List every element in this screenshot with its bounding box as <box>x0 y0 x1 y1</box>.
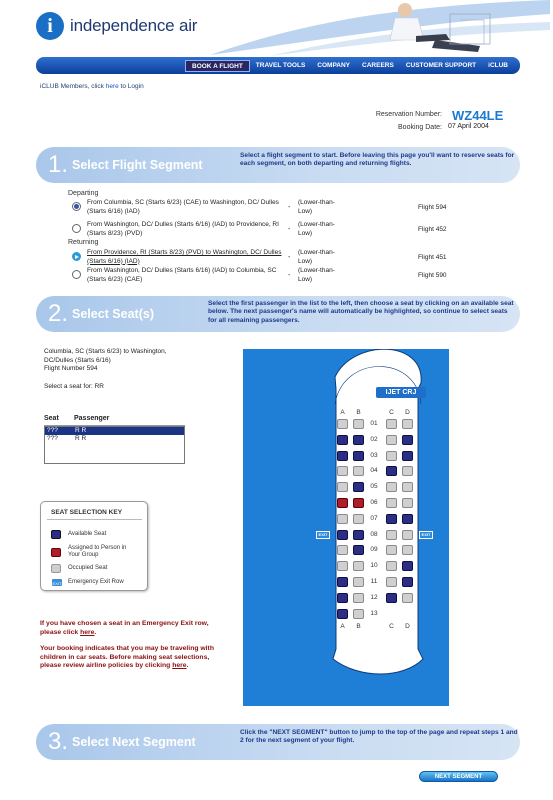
seat-column-a-bottom: A <box>340 623 345 630</box>
seat-09a <box>337 545 348 555</box>
seat-key-title: SEAT SELECTION KEY <box>51 509 123 516</box>
segment-fare-4: (Lower-than-Low) <box>298 267 335 283</box>
step1-title: Select Flight Segment <box>72 158 203 172</box>
passenger-list[interactable] <box>44 426 185 464</box>
key-available <box>51 530 106 539</box>
booking-date: 07 April 2004 <box>448 123 489 130</box>
seat-row-number: 11 <box>370 578 378 585</box>
seat-row-number: 07 <box>370 514 378 522</box>
seat-03b[interactable] <box>353 451 364 461</box>
children-note <box>40 645 230 671</box>
segment-fare-1: (Lower-than-Low) <box>298 199 335 215</box>
segment-route-4: From Washington, DC/ Dulles (Starts 6/16) (IAD) to Columbia, SC (Starts 6/23) (CAE) <box>87 267 277 283</box>
seat-07a <box>337 514 348 524</box>
passenger-table-header <box>44 415 185 426</box>
logo-mark[interactable]: i <box>36 12 64 40</box>
seat-01d <box>402 419 413 429</box>
step1-number: 1. <box>48 151 69 178</box>
nav-careers[interactable]: CAREERS <box>362 61 394 69</box>
seat-07c[interactable] <box>386 514 397 524</box>
seat-column-d-bottom: D <box>405 623 410 630</box>
seat-09d <box>402 545 413 555</box>
seat-13a[interactable] <box>337 609 348 619</box>
seat-06b <box>353 498 364 508</box>
seat-10b <box>353 561 364 571</box>
segment-radio-1[interactable] <box>72 202 81 211</box>
exit-row-badge-icon: EXIT <box>51 578 63 587</box>
segment-route-1: From Columbia, SC (Starts 6/23) (CAE) to Washington, DC/ Dulles (Starts 6/16) (IAD) <box>87 199 279 215</box>
seat-03d[interactable] <box>402 451 413 461</box>
seat-row-number: 06 <box>370 499 378 506</box>
next-segment-button[interactable]: NEXT SEGMENT <box>419 771 498 782</box>
nav-company[interactable]: COMPANY <box>317 61 351 69</box>
booking-date-label: Booking Date: <box>398 124 442 131</box>
seat-row-number: 03 <box>370 451 378 459</box>
select-seat-for-label: Select a seat for: RR <box>44 383 104 390</box>
aircraft-type-badge: IJET CRJ <box>376 387 426 398</box>
seat-column-d-top: D <box>405 409 410 416</box>
seat-07d[interactable] <box>402 514 413 524</box>
segment-fare-2: (Lower-than-Low) <box>298 221 335 237</box>
seat-row-number: 12 <box>370 593 378 601</box>
segment-selected-arrow-icon[interactable] <box>72 252 81 261</box>
segment-radio-2[interactable] <box>72 224 81 233</box>
seat-selection-key <box>40 501 148 591</box>
key-occupied-label: Occupied Seat <box>68 565 108 571</box>
occupied-seat-swatch <box>51 564 61 573</box>
reservation-number-label: Reservation Number: <box>375 111 442 118</box>
exit-note-end: . <box>94 628 97 636</box>
assigned-seat-swatch <box>51 548 61 557</box>
nav-iclub[interactable]: iCLUB <box>488 61 508 69</box>
seat-row-number: 04 <box>370 467 378 475</box>
segment-row-1[interactable] <box>72 199 553 221</box>
seat-key-divider <box>47 519 142 520</box>
segment-fare-3: (Lower-than-Low) <box>298 249 335 265</box>
seat-04c[interactable] <box>386 466 397 476</box>
reservation-number: WZ44LE <box>452 108 504 123</box>
seat-07b <box>353 514 364 524</box>
current-flight-number: Flight Number 594 <box>44 365 98 372</box>
seat-column-c-top: C <box>389 409 394 416</box>
exit-note-link[interactable]: here <box>80 628 95 636</box>
exit-note-text: If you have chosen a seat in an Emergency Exit row, please click <box>40 620 209 636</box>
seat-05b[interactable] <box>353 482 364 492</box>
seat-column-a-top: A <box>340 409 345 416</box>
seat-11b <box>353 577 364 587</box>
seat-02b[interactable] <box>353 435 364 445</box>
seat-12d <box>402 593 413 603</box>
seat-03a[interactable] <box>337 451 348 461</box>
current-route-line1: Columbia, SC (Starts 6/23) to Washington, <box>44 348 167 355</box>
current-segment-info <box>44 348 214 374</box>
step3-number: 3. <box>48 728 69 755</box>
seat-02a[interactable] <box>337 435 348 445</box>
seat-row-number: 08 <box>370 530 378 538</box>
seat-06a <box>337 498 348 508</box>
seat-08a[interactable] <box>337 530 348 540</box>
key-occupied <box>51 564 107 573</box>
seat-06d <box>402 498 413 508</box>
exit-row-left-badge: EXIT <box>316 531 330 539</box>
seat-row-number: 10 <box>370 562 378 570</box>
seat-11d[interactable] <box>402 577 413 587</box>
col-seat-header: Seat <box>44 415 59 422</box>
step2-description: Select the first passenger in the list to the left, then choose a seat by clicking on an available seat below. The next passenger's name will automatically be highlighted, so continue to select seats for all remaining passengers. <box>208 300 514 324</box>
nav-book-a-flight[interactable]: BOOK A FLIGHT <box>185 60 250 72</box>
segment-route-2: From Washington, DC/ Dulles (Starts 6/16) (IAD) to Providence, RI (Starts 8/23) (PVD) <box>87 221 279 237</box>
seat-09b[interactable] <box>353 545 364 555</box>
header-swoosh-graphic <box>150 0 550 60</box>
step2-title: Select Seat(s) <box>72 307 154 321</box>
child-note-link[interactable]: here <box>172 662 187 670</box>
current-route-line2: DC/Dulles (Starts 6/16) <box>44 356 111 364</box>
step3-description: Click the "NEXT SEGMENT" button to jump to the top of the page and repeat steps 1 and 2 for the next segment of your flight. <box>240 729 518 745</box>
passenger-row[interactable] <box>45 435 184 443</box>
step2-banner <box>36 296 520 332</box>
segment-dash-4: - <box>288 272 291 279</box>
iclub-prefix: iCLUB Members, click <box>40 83 106 90</box>
nav-travel-tools[interactable]: TRAVEL TOOLS <box>255 61 306 69</box>
available-seat-swatch <box>51 530 61 539</box>
key-assigned-label: Assigned to Person in Your Group <box>68 545 127 558</box>
segment-flight-1: Flight 594 <box>418 204 447 211</box>
passenger-name: R R <box>75 427 87 434</box>
segment-flight-4: Flight 590 <box>418 272 447 279</box>
seat-05c <box>386 482 397 492</box>
segment-route-3[interactable]: From Providence, RI (Starts 8/23) (PVD) to Washington, DC/ Dulles (Starts 6/16) (IAD) <box>87 249 282 265</box>
iclub-login-link[interactable]: here <box>105 83 119 90</box>
segment-dash-1: - <box>288 204 291 211</box>
seat-02d[interactable] <box>402 435 413 445</box>
segment-row-2[interactable] <box>72 221 553 243</box>
passenger-row[interactable] <box>45 427 184 435</box>
seat-08c <box>386 530 397 540</box>
key-exit <box>51 578 124 587</box>
seat-01b <box>353 419 364 429</box>
passenger-name: R R <box>75 435 87 442</box>
seat-row-number: 02 <box>370 435 378 443</box>
seat-04d <box>402 466 413 476</box>
seat-02c <box>386 435 397 445</box>
seat-09c <box>386 545 397 555</box>
passenger-seat: ??? <box>47 435 58 442</box>
seat-11c <box>386 577 397 587</box>
seat-08d <box>402 530 413 540</box>
step3-banner <box>36 724 520 760</box>
key-exit-label: Emergency Exit Row <box>68 579 124 585</box>
seat-03c <box>386 451 397 461</box>
seat-13b <box>353 609 364 619</box>
seat-04b <box>353 466 364 476</box>
exit-row-right-badge: EXIT <box>419 531 433 539</box>
segment-dash-3: - <box>288 254 291 261</box>
step1-description: Select a flight segment to start. Before leaving this page you'll want to reserve seats for each segment, on both departing and returning flights. <box>240 152 515 168</box>
passenger-table <box>44 415 185 464</box>
seat-12a[interactable] <box>337 593 348 603</box>
step1-banner <box>36 147 520 183</box>
segment-radio-4[interactable] <box>72 270 81 279</box>
seat-column-b-top: B <box>356 409 361 416</box>
seat-10c <box>386 561 397 571</box>
seat-row-number: 13 <box>370 609 378 617</box>
passenger-seat: ??? <box>47 427 58 434</box>
seat-08b[interactable] <box>353 530 364 540</box>
child-note-end: . <box>186 662 189 670</box>
seat-column-b-bottom: B <box>356 623 361 630</box>
step3-title: Select Next Segment <box>72 735 196 749</box>
iclub-login-text <box>40 83 144 90</box>
step2-number: 2. <box>48 300 69 327</box>
seat-04a <box>337 466 348 476</box>
seat-01c <box>386 419 397 429</box>
main-nav-bar <box>36 57 520 74</box>
seat-06c <box>386 498 397 508</box>
segment-flight-2: Flight 452 <box>418 226 447 233</box>
seat-10a <box>337 561 348 571</box>
child-note-text: Your booking indicates that you may be traveling with children in car seats. Before making seat selections, please review airline policies by clicking <box>40 645 214 670</box>
seat-row-number: 05 <box>370 483 378 491</box>
aircraft-fuselage-outline <box>243 349 449 706</box>
segment-dash-2: - <box>288 226 291 233</box>
emergency-exit-note <box>40 620 230 637</box>
seat-row-number: 09 <box>370 546 378 554</box>
seat-12b <box>353 593 364 603</box>
key-available-label: Available Seat <box>68 531 107 537</box>
returning-label: Returning <box>68 239 99 246</box>
seat-12c[interactable] <box>386 593 397 603</box>
seat-01a <box>337 419 348 429</box>
nav-customer-support[interactable]: CUSTOMER SUPPORT <box>405 61 477 69</box>
seat-05d <box>402 482 413 492</box>
segment-row-4[interactable] <box>72 267 553 289</box>
segment-flight-3: Flight 451 <box>418 254 447 261</box>
seat-11a[interactable] <box>337 577 348 587</box>
seat-column-c-bottom: C <box>389 623 394 630</box>
seat-row-number: 01 <box>370 420 378 427</box>
key-assigned <box>51 545 146 559</box>
col-passenger-header: Passenger <box>74 415 110 422</box>
iclub-suffix: to Login <box>118 83 144 90</box>
seat-10d[interactable] <box>402 561 413 571</box>
logo-text[interactable]: independence air <box>70 16 198 35</box>
seat-05a <box>337 482 348 492</box>
departing-label: Departing <box>68 190 99 197</box>
